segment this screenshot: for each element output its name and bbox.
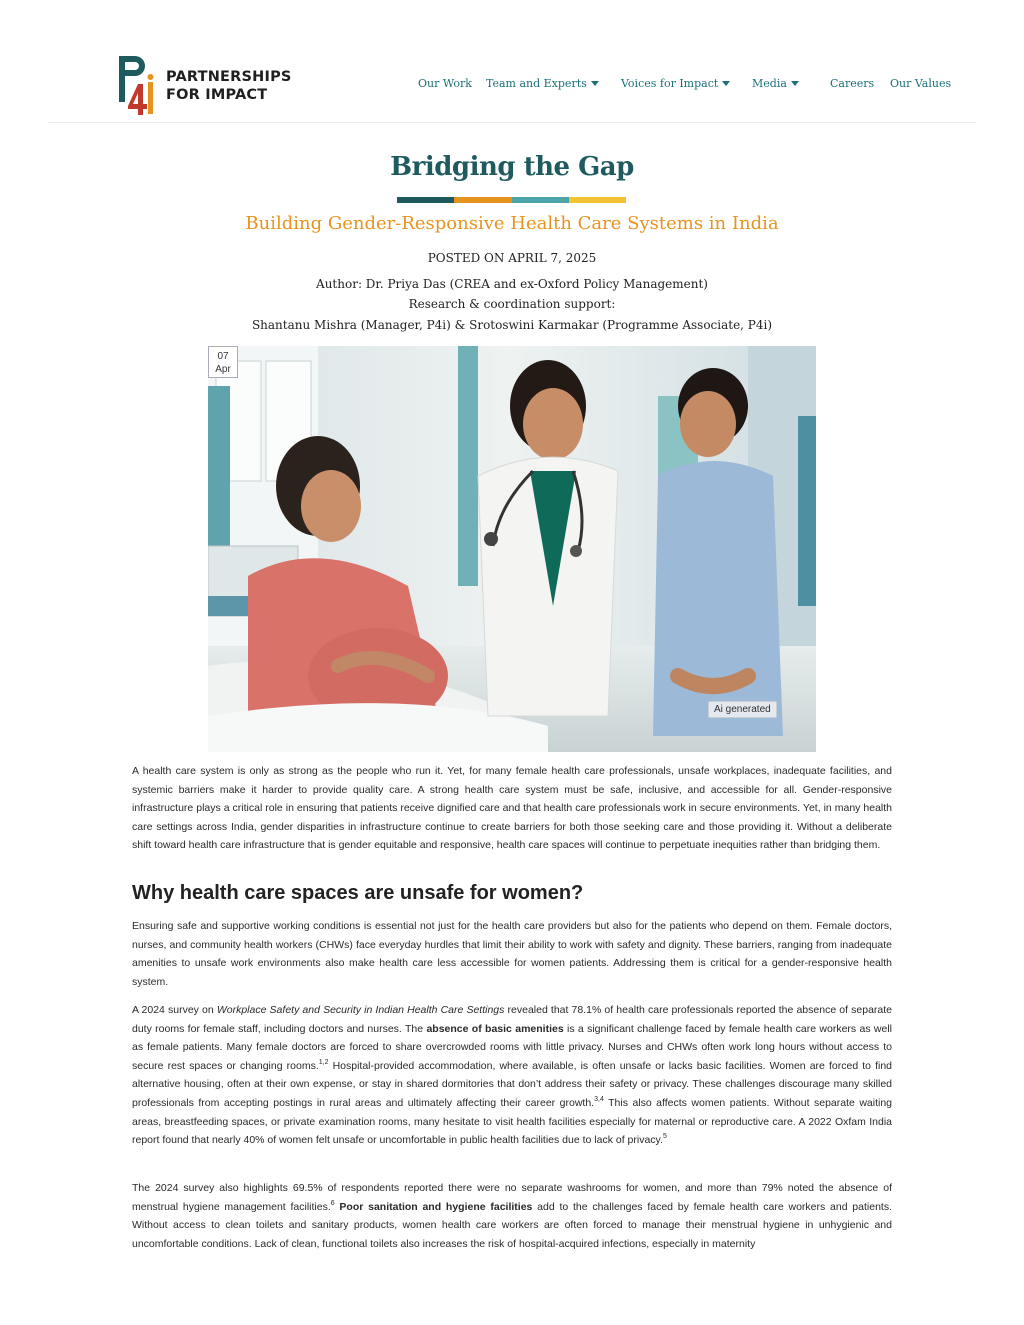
p4i-logo-icon bbox=[116, 52, 160, 118]
site-logo[interactable] bbox=[116, 52, 292, 118]
post-date-badge: 07 Apr bbox=[208, 346, 238, 378]
nav-careers[interactable]: Careers bbox=[830, 77, 875, 90]
posted-date: POSTED ON APRIL 7, 2025 bbox=[427, 251, 597, 265]
logo-wordmark: PARTNERSHIPS FOR IMPACT bbox=[166, 69, 292, 103]
hero-image bbox=[208, 346, 816, 752]
header-divider bbox=[48, 122, 976, 123]
site-header bbox=[0, 0, 1024, 124]
nav-media[interactable]: Media bbox=[752, 77, 799, 93]
ai-generated-tag: Ai generated bbox=[708, 701, 777, 718]
caret-down-icon bbox=[591, 81, 599, 86]
hospital-scene-illustration bbox=[208, 346, 816, 752]
article-subtitle: Building Gender-Responsive Health Care Systems in India bbox=[245, 213, 779, 234]
caret-down-icon bbox=[791, 81, 799, 86]
support-label: Research & coordination support: bbox=[408, 297, 616, 311]
nav-team-and-experts[interactable]: Team and Experts bbox=[486, 77, 599, 93]
title-color-bar bbox=[397, 197, 626, 203]
article-title: Bridging the Gap bbox=[390, 152, 634, 182]
paragraph-2: A 2024 survey on Workplace Safety and Security in Indian Health Care Settings revealed that 78.1% of health care professionals reported the absence of separate duty rooms for female staff, including doctors and nurses. The absence of basic amenities is a significant challenge faced by female health care workers as well as female patients. Many female doctors are forced to share overcrowded rooms with little privacy. Nurses and CHWs often work long hours without access to secure rest spaces or changing rooms.$^{1,2}$ Hospital-provided accommodation, where available, is often unsafe or lacks basic facilities. Women are forced to find alternative housing, often at their own expense, or stay in shared dormitories that don’t address their safety or privacy. These challenges discourage many skilled professionals from accepting postings in rural areas and ultimately affecting their career growth.$^{3,4}$ This also affects women patients. Without separate waiting areas, breastfeeding spaces, or private examination rooms, many hesitate to visit health facilities especially for maternal or reproductive care. A 2022 Oxfam India report found that nearly 40% of women felt unsafe or uncomfortable in public health facilities due to lack of privacy.$^5$ bbox=[132, 1004, 893, 1147]
paragraph-1: Ensuring safe and supportive working conditions is essential not just for the health care providers but also for the patients who depend on them. Female doctors, nurses, and community health workers (CHWs) face everyday hurdles that limit their ability to work with safety and dignity. These barriers, ranging from inadequate amenities to unsafe work environments also make health care less accessible for women patients. Addressing them is critical for a gender-responsive health system. bbox=[132, 920, 892, 988]
nav-our-values[interactable]: Our Values bbox=[890, 77, 952, 90]
nav-voices-for-impact[interactable]: Voices for Impact bbox=[621, 77, 730, 93]
paragraph-3: The 2024 survey also highlights 69.5% of respondents reported there were no separate washrooms for women, and more than 79% noted the absence of menstrual hygiene management facilities.$^6$ Poor sanitation and hygiene facilities add to the challenges faced by female health care workers and patients. Without access to clean toilets and sanitary products, women health care workers are often forced to manage their menstrual hygiene in unhygienic and uncomfortable conditions. Lack of clean, functional toilets also increases the risk of hospital-acquired infections, especially in maternity bbox=[132, 1182, 893, 1250]
caret-down-icon bbox=[722, 81, 730, 86]
support-names: Shantanu Mishra (Manager, P4i) & Srotoswini Karmakar (Programme Associate, P4i) bbox=[251, 318, 773, 332]
author-line: Author: Dr. Priya Das (CREA and ex-Oxford Policy Management) bbox=[316, 277, 708, 291]
nav-our-work[interactable]: Our Work bbox=[418, 77, 472, 90]
section-heading: Why health care spaces are unsafe for women? bbox=[132, 882, 584, 904]
intro-paragraph: A health care system is only as strong as the people who run it. Yet, for many female health care professionals, unsafe workplaces, inadequate facilities, and systemic barriers make it harder to provide quality care. A strong health care system must be safe, inclusive, and accessible for all. Gender-responsive infrastructure plays a critical role in ensuring that patients receive dignified care and that health care professionals work in secure environments. Yet, in many health care settings across India, gender disparities in infrastructure continue to create barriers for both those seeking care and those providing it. Without a deliberate shift toward health care infrastructure that is gender equitable and responsive, health care spaces will continue to perpetuate inequities rather than bridging them. bbox=[132, 765, 892, 852]
